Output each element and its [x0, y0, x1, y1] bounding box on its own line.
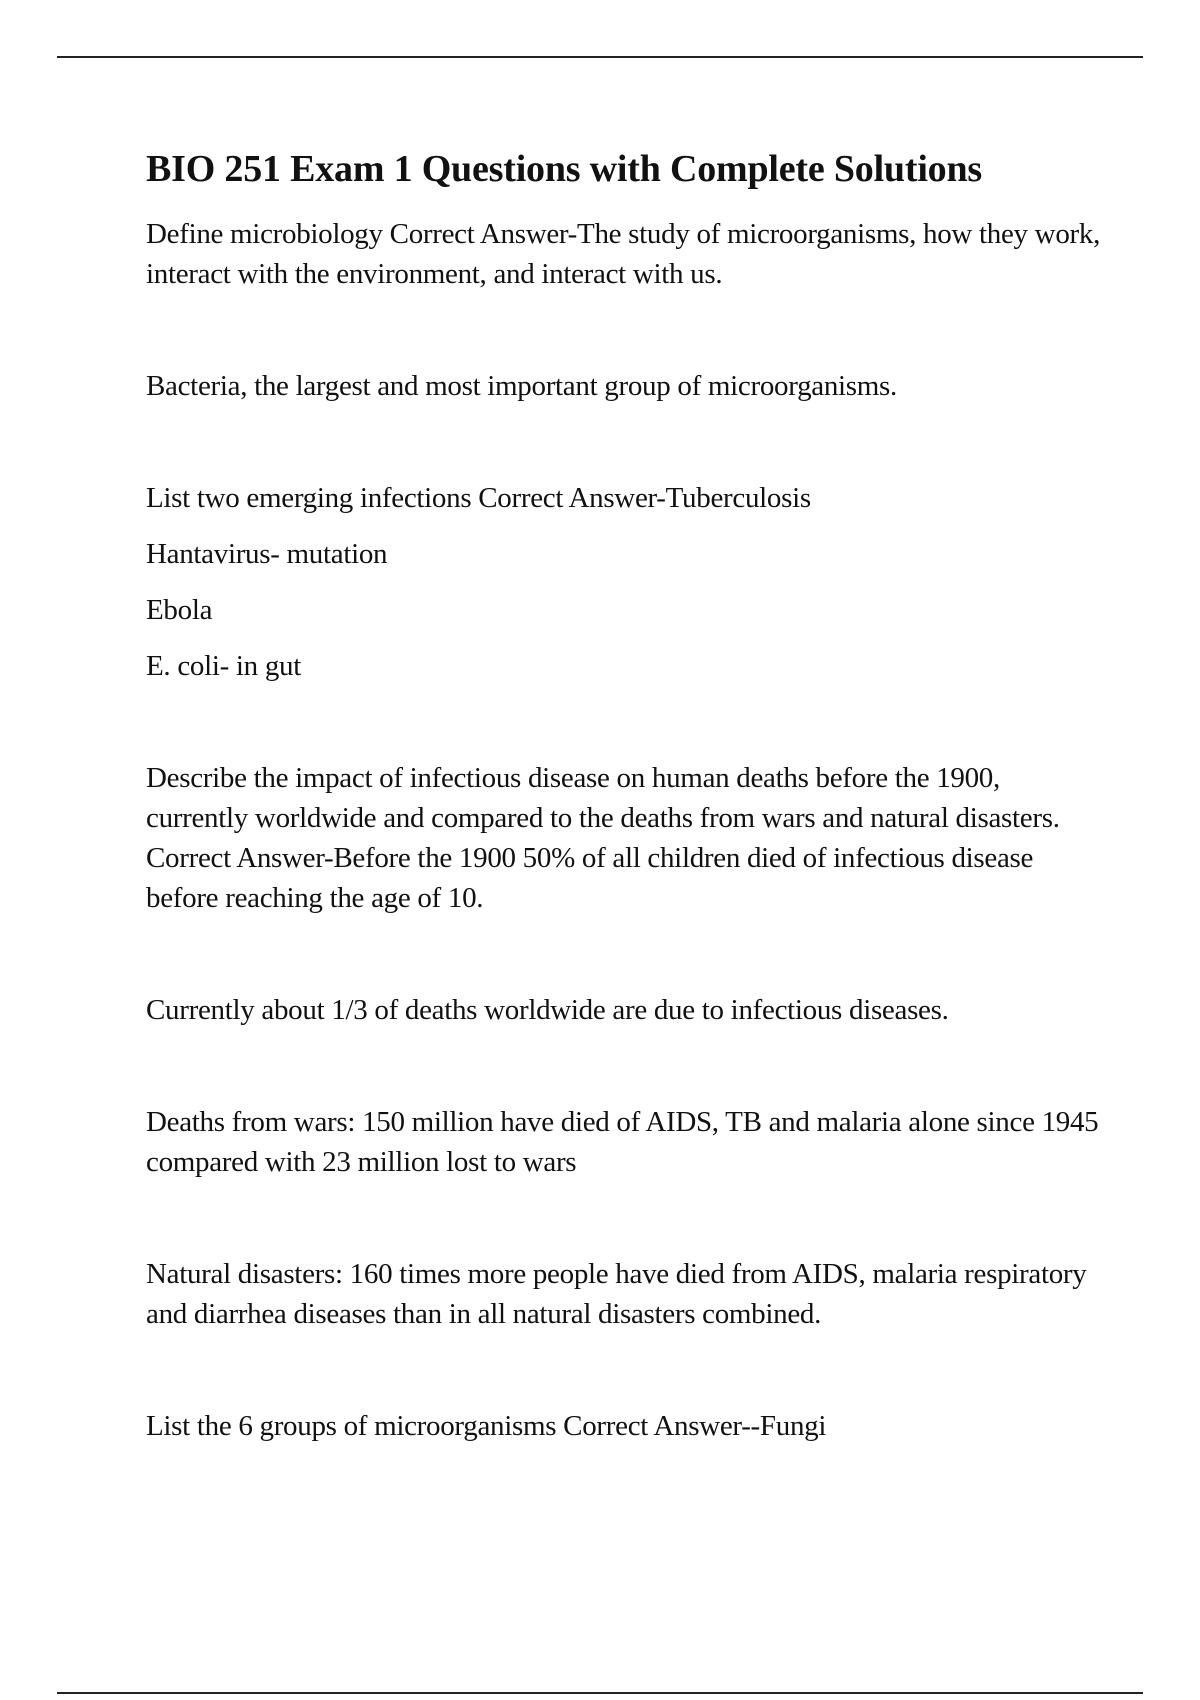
paragraph-define-microbiology: Define microbiology Correct Answer-The study of microorganisms, how they work, interact with the environment, and interact with us.: [146, 218, 1101, 290]
paragraph-microorganism-groups: List the 6 groups of microorganisms Correct Answer--Fungi: [146, 1410, 827, 1442]
paragraph-emerging-infections: List two emerging infections Correct Answer-Tuberculosis: [146, 482, 811, 514]
paragraph-deaths-from-wars: Deaths from wars: 150 million have died of AIDS, TB and malaria alone since 1945 compared with 23 million lost to wars: [146, 1106, 1099, 1178]
document-body: [146, 146, 1106, 1446]
paragraph-hantavirus: Hantavirus- mutation: [146, 538, 388, 570]
paragraph-bacteria: Bacteria, the largest and most important group of microorganisms.: [146, 370, 897, 402]
paragraph-ecoli: E. coli- in gut: [146, 650, 301, 682]
paragraph-natural-disasters: Natural disasters: 160 times more people have died from AIDS, malaria respiratory and diarrhea diseases than in all natural disasters combined.: [146, 1258, 1087, 1330]
paragraph-ebola: Ebola: [146, 594, 213, 626]
paragraph-infectious-disease-impact: Describe the impact of infectious disease on human deaths before the 1900, currently worldwide and compared to the deaths from wars and natural disasters. Correct Answer-Before the 1900 50% of all children died of infectious disease before reaching the age of 10.: [146, 762, 1060, 914]
top-rule: [57, 56, 1143, 58]
document-title: BIO 251 Exam 1 Questions with Complete Solutions: [146, 148, 982, 190]
bottom-rule: [57, 1692, 1143, 1694]
paragraph-current-deaths: Currently about 1/3 of deaths worldwide are due to infectious diseases.: [146, 994, 949, 1026]
